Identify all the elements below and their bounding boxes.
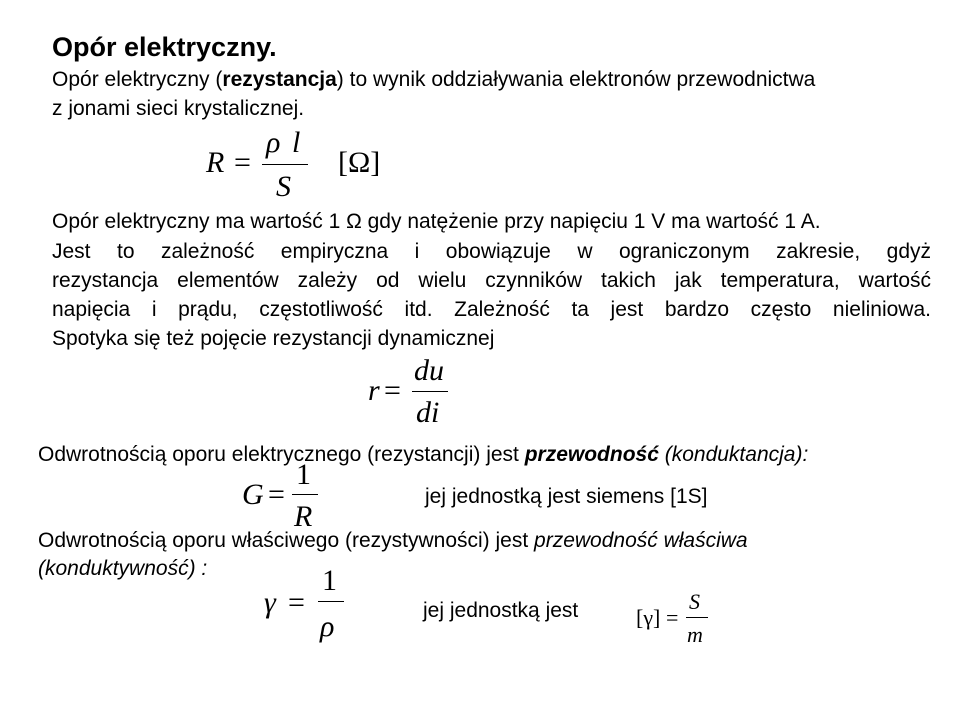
formula-unit-num: S — [689, 589, 700, 614]
conductance-line — [38, 442, 808, 468]
formula-g-num: 1 — [296, 458, 311, 491]
formula-dyn-lhs: r — [368, 374, 380, 407]
formula-gamma-lhs: γ — [264, 586, 276, 619]
formula-dyn-num: du — [414, 354, 444, 387]
formula-dyn-bar — [412, 391, 448, 392]
formula-gamma-eq: = — [288, 586, 305, 619]
intro-text-b: ) to wynik oddziaływania elektronów przewodnictwa — [336, 68, 816, 91]
conductivity-line-2-text: (konduktywność) : — [38, 557, 208, 580]
conductance-unit-text: jej jednostką jest siemens [1S] — [425, 485, 708, 508]
formula-gamma-den: ρ — [320, 610, 335, 643]
conductivity-term: przewodność właściwa — [534, 529, 748, 552]
formula-r-num-l: l — [292, 126, 301, 159]
formula-unit-den: m — [687, 622, 703, 647]
formula-r-num-rho: ρ — [266, 126, 281, 159]
formula-unit-eq: = — [666, 605, 679, 630]
formula-g-den: R — [294, 500, 313, 533]
conductivity-unit-text: jej jednostką jest — [423, 599, 579, 622]
paragraph-line-2: Jest to zależność empiryczna i obowiązuje w ograniczonym zakresie, gdyż — [52, 240, 931, 263]
conductance-suffix: (konduktancja): — [658, 443, 809, 466]
conductance-prefix: Odwrotnością oporu elektrycznego (rezystancji) jest — [38, 443, 525, 466]
intro-text-a: Opór elektryczny ( — [52, 68, 223, 91]
formula-gamma-num: 1 — [322, 564, 337, 597]
formula-r-unit: [Ω] — [338, 146, 381, 179]
formula-unit-lhs: [γ] — [636, 605, 661, 630]
intro-bold-term: rezystancja — [222, 68, 337, 91]
conductivity-line-1 — [38, 528, 748, 554]
paragraph-line-5: Spotyka się też pojęcie rezystancji dynamicznej — [52, 327, 495, 350]
formula-g-bar — [292, 494, 318, 495]
formula-r-bar — [262, 164, 308, 165]
paragraph-line-4: napięcia i prądu, częstotliwość itd. Zależność ta jest bardzo często nieliniowa. — [52, 298, 931, 321]
formula-g-lhs: G — [242, 478, 264, 511]
formula-dyn-eq: = — [384, 374, 401, 407]
formula-r-den: S — [276, 170, 291, 203]
formula-r-eq: = — [234, 146, 251, 179]
formula-g-eq: = — [268, 478, 285, 511]
conductivity-prefix: Odwrotnością oporu właściwego (rezystywności) jest — [38, 529, 535, 552]
page-title: Opór elektryczny. — [52, 32, 277, 62]
conductance-term: przewodność — [524, 443, 659, 466]
intro-line-2: z jonami sieci krystalicznej. — [52, 97, 305, 120]
paragraph-line-3: rezystancja elementów zależy od wielu czynników takich jak temperatura, wartość — [52, 269, 931, 292]
formula-unit-bar — [686, 617, 708, 618]
conductivity-line-2 — [38, 556, 207, 582]
intro-line-1 — [52, 67, 815, 93]
formula-gamma-bar — [318, 601, 344, 602]
formula-dyn-den: di — [416, 396, 440, 429]
paragraph-line-1: Opór elektryczny ma wartość 1 Ω gdy natężenie przy napięciu 1 V ma wartość 1 A. — [52, 210, 821, 233]
formula-r-lhs: R — [206, 146, 225, 179]
